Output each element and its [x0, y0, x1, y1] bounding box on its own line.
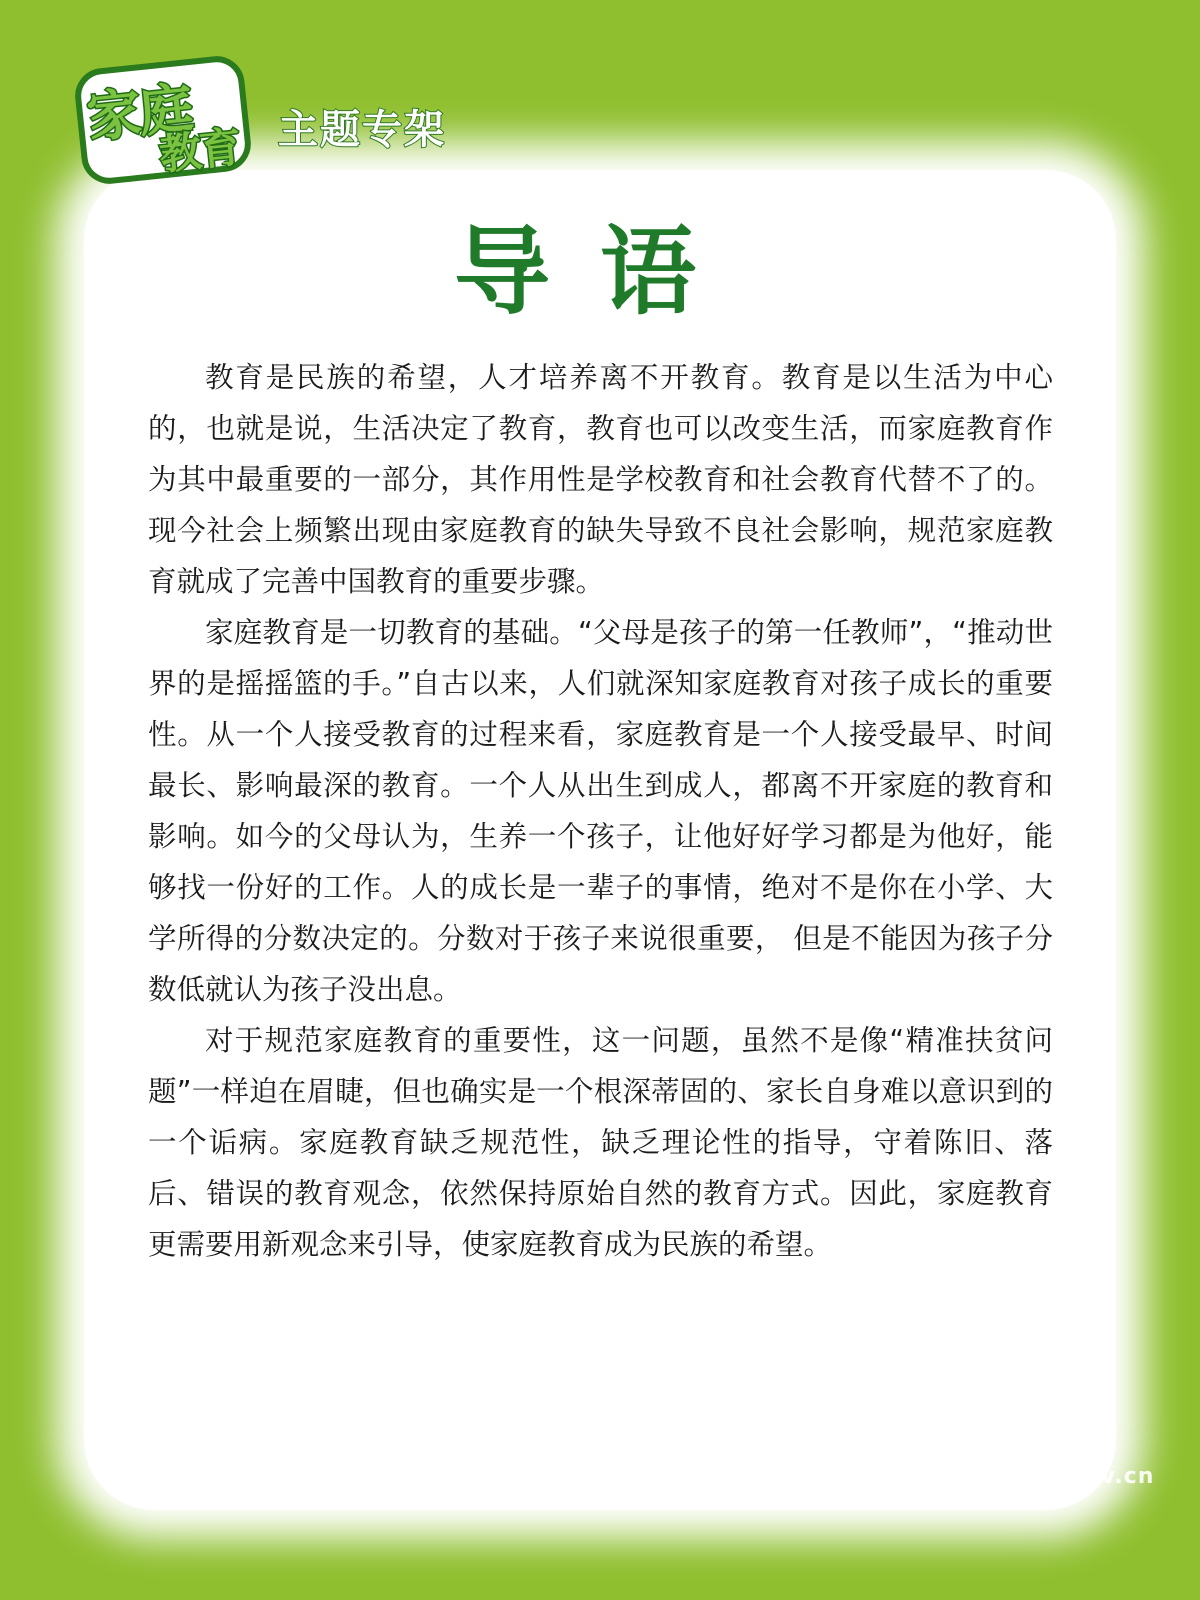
logo-text-line1: 家庭 — [84, 76, 195, 150]
paragraph: 对于规范家庭教育的重要性，这一问题，虽然不是像“精准扶贫问题”一样迫在眉睫，但也确实是一个根深蒂固的、家长自身难以意识到的一个诟病。家庭教育缺乏规范性，缺乏理论性的指导，守着陈旧、落后、错误的教育观念，依然保持原始自然的教育方式。因此，家庭教育更需要用新观念来引导，使家庭教育成为民族的希望。 — [148, 1024, 1053, 1261]
family-education-logo — [72, 53, 253, 186]
paragraph: 教育是民族的希望，人才培养离不开教育。教育是以生活为中心的，也就是说，生活决定了教育，教育也可以改变生活，而家庭教育作为其中最重要的一部分，其作用性是学校教育和社会教育代替不了的。现今社会上频繁出现由家庭教育的缺失导致不良社会影响，规范家庭教育就成了完善中国教育的重要步骤。 — [148, 361, 1053, 598]
watermark-name: 上海嘉定 — [895, 1414, 1071, 1460]
paragraph: 家庭教育是一切教育的基础。“父母是孩子的第一任教师”，“推动世界的是摇摇篮的手。”自古以来，人们就深知家庭教育对孩子成长的重要性。从一个人接受教育的过程来看，家庭教育是一个人接受最早、时间最长、影响最深的教育。一个人从出生到成人，都离不开家庭的教育和影响。如今的父母认为，生养一个孩子，让他好好学习都是为他好，能够找一份好的工作。人的成长是一辈子的事情，绝对不是你在小学、大学所得的分数决定的。分数对于孩子来说很重要， 但是不能因为孩子分数低就认为孩子没出息。 — [148, 616, 1053, 1006]
series-title: 主题专架 — [278, 107, 446, 153]
watermark-url: www.jiading.gov.cn — [895, 1464, 1155, 1489]
article-body — [148, 352, 1053, 1270]
logo-text-line2: 教育 — [157, 122, 242, 180]
page-title: 导语 — [454, 216, 746, 328]
site-watermark — [895, 1405, 1155, 1489]
